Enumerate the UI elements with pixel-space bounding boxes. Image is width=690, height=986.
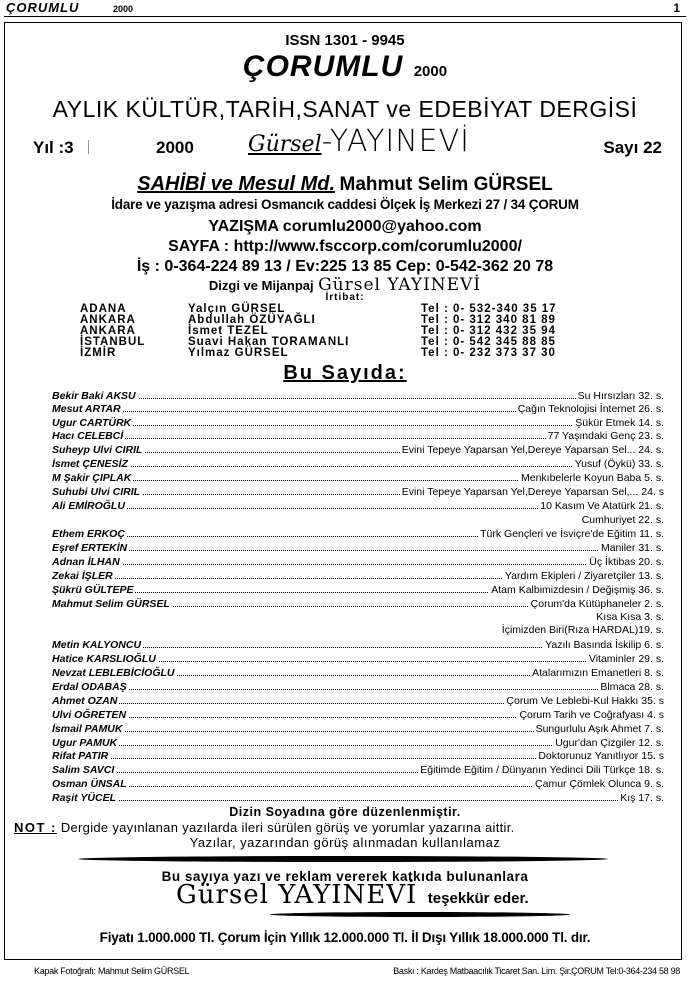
layout-logo: Gürsel YAYINEVİ <box>318 275 482 295</box>
entry-author: Zekai İŞLER <box>52 570 113 582</box>
rep-city: ANKARA <box>80 325 136 337</box>
list-item <box>52 764 664 776</box>
rep-tel: Tel : 0- 542 345 88 85 <box>421 336 556 348</box>
entry-title: Evini Tepeye Yaparsan Yel,Dereye Yaparsan Sel,... 24. s <box>401 486 664 498</box>
rep-tel: Tel : 0- 532-340 35 17 <box>421 303 557 315</box>
contact-label: İrtibat: <box>325 292 365 303</box>
list-item <box>52 750 664 762</box>
entry-author: Mesut ARTAR <box>52 403 121 415</box>
list-item <box>52 430 664 442</box>
header-year: 2000 <box>113 4 134 14</box>
entry-title: Türk Gençleri ve İsviçre'de Eğitim 11. s. <box>480 528 664 540</box>
rep-city: İZMİR <box>80 347 117 359</box>
list-item <box>52 570 664 582</box>
contents-heading: Bu Sayıda: <box>283 362 407 384</box>
list-item <box>52 486 664 498</box>
entry-author: Osman ÜNSAL <box>52 778 127 790</box>
list-item <box>52 458 664 470</box>
website-line: SAYFA : http://www.fsccorp.com/corumlu2000/ <box>168 238 522 255</box>
publisher-logo <box>248 124 470 159</box>
rep-name: Yılmaz GÜRSEL <box>188 347 289 359</box>
entry-author: Mahmut Selim GÜRSEL <box>52 598 170 610</box>
entry-author: Nevzat LEBLEBİCİOĞLU <box>52 667 175 679</box>
volume-year: 2000 <box>156 138 194 157</box>
entry-author: Metin KALYONCU <box>52 639 142 651</box>
list-item <box>52 584 664 596</box>
publisher-logo-gursel: Gürsel <box>248 132 322 157</box>
leader-dots <box>52 689 664 690</box>
entry-author: Raşit YÜCEL <box>52 792 116 804</box>
list-item <box>52 403 664 415</box>
masthead-title-block <box>4 50 686 84</box>
rep-name: Abdullah ÖZÜYAĞLI <box>188 314 316 326</box>
list-item <box>52 681 664 693</box>
decorative-divider <box>270 912 570 917</box>
rep-city: ANKARA <box>80 314 136 326</box>
price-line: Fiyatı 1.000.000 Tl. Çorum İçin Yıllık 12.000.000 Tl. İl Dışı Yıllık 18.000.000 Tl. dır. <box>99 930 591 945</box>
entry-title: Çorum Ve Leblebi-Kul Hakkı 35. s <box>506 695 664 707</box>
list-item-continuation <box>52 611 664 623</box>
list-item <box>52 737 664 749</box>
entry-author: Erdal ODABAŞ <box>52 681 127 693</box>
list-item-continuation <box>52 624 664 636</box>
leader-dots <box>52 564 664 565</box>
entry-author: Suheyp Ulvi CIRIL <box>52 444 143 456</box>
rep-name: Yalçın GÜRSEL <box>188 303 286 315</box>
entry-title: Sungurlulu Aşık Ahmet 7. s. <box>535 723 664 735</box>
entry-author: Ali EMİROĞLU <box>52 500 125 512</box>
entry-title: Maniler 31. s. <box>600 542 664 554</box>
entry-title: Üç İktibas 20. s. <box>589 556 664 568</box>
entry-author: Ahmet OZAN <box>52 695 118 707</box>
entry-title: Şükür Etmek 14. s. <box>575 417 664 429</box>
rep-city: İSTANBUL <box>80 336 146 348</box>
list-item <box>52 390 664 402</box>
entry-author: Ulvi OĞRETEN <box>52 709 127 721</box>
list-item <box>52 542 664 554</box>
list-item <box>52 639 664 651</box>
thanks-credit <box>176 880 529 910</box>
page-number: 1 <box>673 1 680 15</box>
address: İdare ve yazışma adresi Osmancık caddesi Ölçek İş Merkezi 27 / 34 ÇORUM <box>111 197 579 212</box>
list-item <box>52 528 664 540</box>
note-text-2: Yazılar, yazarından görüş alınmadan kullanılamaz <box>189 835 501 850</box>
cover-photo-credit: Kapak Fotoğrafı: Mahmut Selim GÜRSEL <box>34 966 190 976</box>
disclaimer <box>14 820 515 835</box>
list-item <box>52 472 664 484</box>
list-item-continuation <box>52 514 664 526</box>
masthead-title-year: 2000 <box>413 63 448 80</box>
list-item <box>52 709 664 721</box>
entry-author: Ugur CARTÜRK <box>52 417 132 429</box>
email-line: YAZIŞMA corumlu2000@yahoo.com <box>208 218 482 235</box>
issue-number: Sayı 22 <box>603 138 662 157</box>
leader-dots <box>52 800 664 801</box>
entry-continuation: Cumhuriyet 22. s. <box>581 514 664 526</box>
entry-author: Eşref ERTEKİN <box>52 542 128 554</box>
entry-title: 10 Kasım Ve Atatürk 21. s. <box>540 500 664 512</box>
list-item <box>52 667 664 679</box>
rep-tel: Tel : 0- 312 340 81 89 <box>421 314 556 326</box>
owner-line <box>4 173 686 196</box>
entry-title: Ugur'dan Çizgiler 12. s. <box>555 737 664 749</box>
entry-title: Vitaminler 29. s. <box>588 653 664 665</box>
list-item <box>52 598 664 610</box>
entry-author: Hatice KARSLIOĞLU <box>52 653 156 665</box>
rep-tel: Tel : 0- 312 432 35 94 <box>421 325 556 337</box>
list-item <box>52 792 664 804</box>
volume-label: Yıl :3 <box>33 138 74 157</box>
entry-author: Bekir Baki AKSU <box>52 390 136 402</box>
entry-title: Çorum'da Kütüphaneler 2. s. <box>530 598 664 610</box>
entry-title: Kış 17. s. <box>620 792 664 804</box>
entry-title: Su Hırsızları 32. s. <box>577 390 664 402</box>
table-row <box>80 348 557 359</box>
entry-title: Menkıbelerle Koyun Baba 5. s. <box>520 472 664 484</box>
issn: ISSN 1301 - 9945 <box>285 32 405 49</box>
entry-author: M Şakir ÇIPLAK <box>52 472 132 484</box>
thanks-suffix: teşekkür eder. <box>427 890 529 907</box>
masthead-title: ÇORUMLU <box>242 50 404 83</box>
printer-credit: Baskı : Kardeş Matbaacılık Ticaret San. Lim. Şir.ÇORUM Tel:0-364-234 58 98 <box>393 966 680 976</box>
entry-author: Şükrü GÜLTEPE <box>52 584 134 596</box>
list-item <box>52 695 664 707</box>
sorting-note: Dizin Soyadına göre düzenlenmiştir. <box>229 805 461 819</box>
entry-title: Yazılı Basında İskilip 6. s. <box>545 639 664 651</box>
list-item <box>52 778 664 790</box>
rep-city: ADANA <box>80 303 127 315</box>
header-divider <box>4 16 686 17</box>
list-item <box>52 500 664 512</box>
entry-author: İsmail PAMUK <box>52 723 123 735</box>
entry-author: Rifat PATIR <box>52 750 109 762</box>
thanks-line: Bu sayıya yazı ve reklam vererek katkıda bulunanlara <box>161 869 529 884</box>
layout-label: Dizgi ve Mijanpaj <box>208 278 314 293</box>
header-brand: ÇORUMLU <box>6 0 80 15</box>
representatives-table <box>80 304 557 359</box>
entry-title: Atalarımızın Emanetleri 8. s. <box>532 667 664 679</box>
list-item <box>52 556 664 568</box>
entry-title: Çorum Tarih ve Coğrafyası 4. s <box>519 709 664 721</box>
entry-continuation: İçimizden Biri(Rıza HARDAL)19. s. <box>501 624 664 636</box>
owner-name: Mahmut Selim GÜRSEL <box>339 174 553 195</box>
entry-title: Blmaca 28. s. <box>600 681 664 693</box>
entry-author: Ethem ERKOÇ <box>52 528 125 540</box>
list-item <box>52 444 664 456</box>
publisher-logo-yayinevi: -YAYINEVİ <box>321 124 471 159</box>
entry-author: Hacı CELEBCİ <box>52 430 124 442</box>
entry-title: 77 Yaşındaki Genç 23. s. <box>547 430 664 442</box>
entry-author: İsmet ÇENESİZ <box>52 458 128 470</box>
masthead-subtitle: AYLIK KÜLTÜR,TARİH,SANAT ve EDEBİYAT DERGİSİ <box>52 96 638 122</box>
entry-title: Çağın Teknolojisi İnternet 26. s. <box>517 403 664 415</box>
entry-author: Ugur PAMUK <box>52 737 118 749</box>
volume-divider <box>88 140 89 154</box>
rep-name: İsmet TEZEL <box>188 325 269 337</box>
entry-continuation: Kısa Kısa 3. s. <box>596 611 664 623</box>
entry-title: Doktorunuz Yanıtlıyor 15. s <box>538 750 664 762</box>
entry-title: Yardım Ekipleri / Ziyaretçiler 13. s. <box>504 570 664 582</box>
leader-dots <box>52 425 664 426</box>
entry-author: Adnan İLHAN <box>52 556 120 568</box>
entry-author: Suhubi Ulvi CIRIL <box>52 486 141 498</box>
entry-title: Evini Tepeye Yaparsan Yel,Dereye Yaparsan Sel... 24. s. <box>401 444 664 456</box>
rep-name: Suavi Hakan TORAMANLI <box>188 336 350 348</box>
thanks-logo: Gürsel YAYINEVİ <box>176 880 418 910</box>
decorative-divider <box>78 856 608 862</box>
owner-label: SAHİBİ ve Mesul Md. <box>137 173 336 195</box>
leader-dots <box>52 550 664 551</box>
note-text: Dergide yayınlanan yazılarda ileri sürülen görüş ve yorumlar yazarına aittir. <box>60 820 515 835</box>
entry-author: Salim SAVCI <box>52 764 115 776</box>
leader-dots <box>52 398 664 399</box>
list-item <box>52 723 664 735</box>
entry-title: Yusuf (Öykü) 33. s. <box>574 458 664 470</box>
note-label: NOT : <box>14 820 57 835</box>
entry-title: Eğitimde Eğitim / Dünyanın Yedinci Dili Türkçe 18. s. <box>420 764 664 776</box>
entry-title: Çamur Çömlek Olunca 9. s. <box>535 778 664 790</box>
list-item <box>52 653 664 665</box>
entry-title: Atam Kalbimizdesin / Değişmiş 36. s. <box>491 584 664 596</box>
phone-line: İş : 0-364-224 89 13 / Ev:225 13 85 Cep: 0-542-362 20 78 <box>136 258 554 275</box>
rep-tel: Tel : 0- 232 373 37 30 <box>421 347 556 359</box>
list-item <box>52 417 664 429</box>
